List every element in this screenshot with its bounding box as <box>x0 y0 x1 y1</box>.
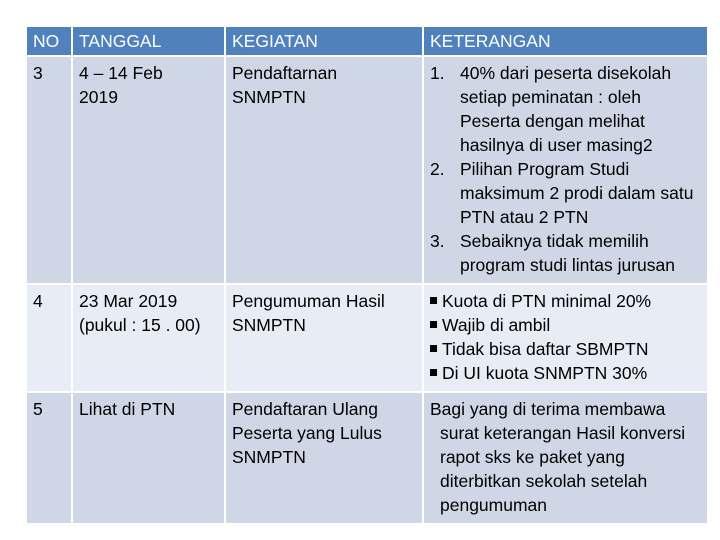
cell-tanggal <box>72 392 225 524</box>
cell-no: 3 <box>26 56 72 284</box>
table-row <box>26 56 708 284</box>
keterangan-text: Bagi yang di terima membawa surat keterangan Hasil konversi rapot sks ke paket yang diterbitkan sekolah setelah pengumuman <box>430 399 686 515</box>
list-text: 40% dari peserta disekolah setiap peminatan : oleh Peserta dengan melihat hasilnya di user masing2 <box>460 63 672 155</box>
bullet-list-item <box>430 361 701 385</box>
bullet-list-item <box>430 289 701 313</box>
kegiatan-line: SNMPTN <box>232 87 306 107</box>
header-tanggal: TANGGAL <box>72 26 225 56</box>
cell-kegiatan <box>225 392 423 524</box>
kegiatan-line: SNMPTN <box>232 315 306 335</box>
list-text: Pilihan Program Studi maksimum 2 prodi dalam satu PTN atau 2 PTN <box>460 159 694 227</box>
tanggal-line: (pukul : 15 . 00) <box>79 315 201 335</box>
square-bullet-icon <box>430 369 437 376</box>
list-text: Sebaiknya tidak memilih program studi lintas jurusan <box>460 231 675 275</box>
bullet-text: Kuota di PTN minimal 20% <box>442 291 652 311</box>
cell-keterangan <box>423 392 708 524</box>
bullet-text: Tidak bisa daftar SBMPTN <box>442 339 649 359</box>
cell-kegiatan <box>225 284 423 392</box>
header-keterangan: KETERANGAN <box>423 26 708 56</box>
numbered-list-item <box>430 157 701 229</box>
header-row <box>26 26 708 56</box>
cell-keterangan <box>423 56 708 284</box>
kegiatan-line: Pendaftaran Ulang <box>232 399 378 419</box>
cell-no: 4 <box>26 284 72 392</box>
tanggal-line: 4 – 14 Feb <box>79 63 163 83</box>
header-kegiatan: KEGIATAN <box>225 26 423 56</box>
cell-no: 5 <box>26 392 72 524</box>
numbered-list-item <box>430 61 701 157</box>
tanggal-line: 23 Mar 2019 <box>79 291 178 311</box>
bullet-text: Di UI kuota SNMPTN 30% <box>442 363 648 383</box>
square-bullet-icon <box>430 345 437 352</box>
kegiatan-line: Peserta yang Lulus <box>232 423 382 443</box>
header-no: NO <box>26 26 72 56</box>
kegiatan-line: Pengumuman Hasil <box>232 291 385 311</box>
bullet-text: Wajib di ambil <box>442 315 551 335</box>
keterangan-bullet-list <box>430 289 701 385</box>
square-bullet-icon <box>430 321 437 328</box>
cell-keterangan <box>423 284 708 392</box>
table-row <box>26 284 708 392</box>
tanggal-line: 2019 <box>79 87 118 107</box>
cell-kegiatan <box>225 56 423 284</box>
kegiatan-line: Pendaftarnan <box>232 63 338 83</box>
kegiatan-line: SNMPTN <box>232 447 306 467</box>
table-row <box>26 392 708 524</box>
bullet-list-item <box>430 337 701 361</box>
cell-tanggal <box>72 56 225 284</box>
square-bullet-icon <box>430 297 437 304</box>
cell-tanggal <box>72 284 225 392</box>
list-number: 1. <box>430 63 445 83</box>
list-number: 2. <box>430 159 445 179</box>
schedule-table <box>25 25 709 525</box>
list-number: 3. <box>430 231 445 251</box>
keterangan-numbered-list <box>430 61 701 277</box>
tanggal-line: Lihat di PTN <box>79 399 176 419</box>
bullet-list-item <box>430 313 701 337</box>
numbered-list-item <box>430 229 701 277</box>
